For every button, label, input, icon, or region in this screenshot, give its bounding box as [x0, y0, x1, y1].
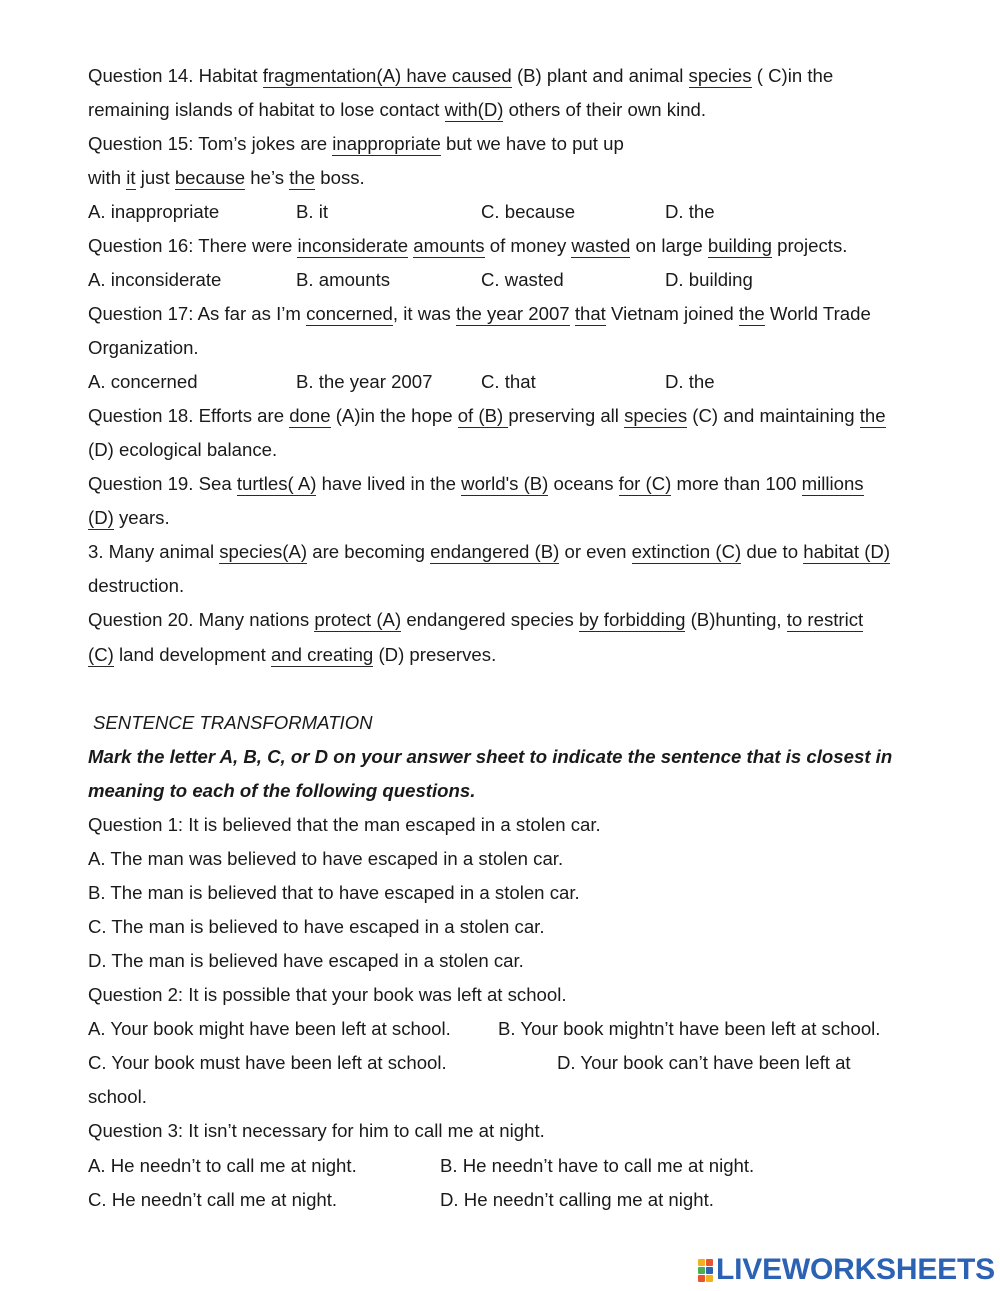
- q3a-underlined-c: extinction (C): [631, 541, 742, 562]
- q14-underlined-c: species: [688, 65, 752, 86]
- q19-underlined-d-label: (D): [88, 507, 114, 528]
- t1-option-c: C. The man is believed to have escaped in a stolen car.: [88, 916, 545, 937]
- liveworksheets-wordmark: LIVEWORKSHEETS: [716, 1253, 995, 1286]
- q16-underlined-d: building: [707, 235, 772, 256]
- q17-underlined-b: the year 2007: [455, 303, 570, 324]
- liveworksheets-logo-icon: [698, 1259, 713, 1282]
- q16-underlined-b: amounts: [413, 235, 485, 256]
- t3-option-a: A. He needn’t to call me at night.: [88, 1155, 357, 1176]
- q18-underlined-a: done: [289, 405, 331, 426]
- q15-underlined-d: the: [289, 167, 316, 188]
- liveworksheets-watermark: [698, 1255, 995, 1285]
- q20-line2: (C) land development and creating (D) preserves.: [88, 644, 497, 665]
- q17-line1: Question 17: As far as I’m concerned, it was the year 2007 that Vietnam joined the World Trade: [88, 303, 871, 324]
- t1-question: Question 1: It is believed that the man escaped in a stolen car.: [88, 814, 601, 835]
- q15-line1: Question 15: Tom’s jokes are inappropriate but we have to put up: [88, 133, 624, 154]
- q15-option-a: A. inappropriate: [88, 201, 220, 222]
- q17-underlined-c: that: [574, 303, 606, 324]
- q15-underlined-a: inappropriate: [332, 133, 441, 154]
- t2-question: Question 2: It is possible that your book was left at school.: [88, 984, 567, 1005]
- t2-option-d-cont: school.: [88, 1086, 147, 1107]
- q19-underlined-b: world's (B): [461, 473, 549, 494]
- t2-option-d: D. Your book can’t have been left at: [557, 1052, 851, 1073]
- q20-underlined-a: protect (A): [314, 609, 402, 630]
- q16-line1: Question 16: There were inconsiderate amounts of money wasted on large building projects.: [88, 235, 848, 256]
- q14-underlined-d: with(D): [444, 99, 504, 120]
- q19-line1: Question 19. Sea turtles( A) have lived in the world's (B) oceans for (C) more than 100 millions: [88, 473, 864, 494]
- q15-option-c: C. because: [481, 201, 576, 222]
- q17-option-b: B. the year 2007: [296, 371, 433, 392]
- t3-question: Question 3: It isn’t necessary for him to call me at night.: [88, 1120, 545, 1141]
- q20-underlined-c: to restrict: [786, 609, 864, 630]
- t3-option-b: B. He needn’t have to call me at night.: [440, 1155, 755, 1176]
- q3a-underlined-d: habitat (D): [803, 541, 891, 562]
- q20-underlined-b: by forbidding: [578, 609, 686, 630]
- q16-option-c: C. wasted: [481, 269, 564, 290]
- t3-option-d: D. He needn’t calling me at night.: [440, 1189, 714, 1210]
- q14-line2: remaining islands of habitat to lose contact with(D) others of their own kind.: [88, 99, 707, 120]
- section-instruction-line1: Mark the letter A, B, C, or D on your answer sheet to indicate the sentence that is closest in: [88, 746, 893, 767]
- q18-line2: (D) ecological balance.: [88, 439, 278, 460]
- q20-underlined-c-label: (C): [88, 644, 114, 665]
- q18-underlined-c: species: [624, 405, 688, 426]
- q16-underlined-a: inconsiderate: [297, 235, 409, 256]
- q18-underlined-d: the: [859, 405, 886, 426]
- section-instruction-line2: meaning to each of the following questions.: [88, 780, 476, 801]
- q16-option-b: B. amounts: [296, 269, 391, 290]
- t1-option-d: D. The man is believed have escaped in a stolen car.: [88, 950, 524, 971]
- q14-underlined-a: fragmentation(A) have caused: [262, 65, 512, 86]
- q3a-underlined-a: species(A): [219, 541, 308, 562]
- q14-line1: Question 14. Habitat fragmentation(A) have caused (B) plant and animal species ( C)in the: [88, 65, 834, 86]
- q16-underlined-c: wasted: [571, 235, 631, 256]
- t2-option-a: A. Your book might have been left at school.: [88, 1018, 451, 1039]
- q17-line2: Organization.: [88, 337, 199, 358]
- q3a-line1: 3. Many animal species(A) are becoming endangered (B) or even extinction (C) due to habitat (D): [88, 541, 891, 562]
- q15-option-d: D. the: [665, 201, 715, 222]
- t2-option-b: B. Your book mightn’t have been left at school.: [498, 1018, 881, 1039]
- t3-option-c: C. He needn’t call me at night.: [88, 1189, 338, 1210]
- t2-option-c: C. Your book must have been left at school.: [88, 1052, 447, 1073]
- q19-line2: (D) years.: [88, 507, 170, 528]
- q17-option-d: D. the: [665, 371, 715, 392]
- t1-option-b: B. The man is believed that to have escaped in a stolen car.: [88, 882, 580, 903]
- q17-underlined-d: the: [738, 303, 765, 324]
- q15-underlined-b: it: [126, 167, 136, 188]
- q15-line2: with it just because he’s the boss.: [88, 167, 365, 188]
- q19-underlined-d: millions: [801, 473, 864, 494]
- t1-option-a: A. The man was believed to have escaped in a stolen car.: [88, 848, 564, 869]
- q16-option-a: A. inconsiderate: [88, 269, 222, 290]
- q18-line1: Question 18. Efforts are done (A)in the hope of (B) preserving all species (C) and maintaining the: [88, 405, 886, 426]
- q17-underlined-a: concerned: [306, 303, 393, 324]
- q16-option-d: D. building: [665, 269, 753, 290]
- q18-underlined-b: of (B): [457, 405, 509, 426]
- q17-option-a: A. concerned: [88, 371, 198, 392]
- q15-underlined-c: because: [174, 167, 246, 188]
- q3a-underlined-b: endangered (B): [430, 541, 560, 562]
- q15-option-b: B. it: [296, 201, 329, 222]
- q20-line1: Question 20. Many nations protect (A) endangered species by forbidding (B)hunting, to restrict: [88, 609, 864, 630]
- q19-underlined-c: for (C): [618, 473, 672, 494]
- q17-option-c: C. that: [481, 371, 536, 392]
- q20-underlined-d: and creating: [270, 644, 374, 665]
- section-title: SENTENCE TRANSFORMATION: [93, 712, 373, 733]
- q19-underlined-a: turtles( A): [236, 473, 317, 494]
- q3a-line2: destruction.: [88, 575, 185, 596]
